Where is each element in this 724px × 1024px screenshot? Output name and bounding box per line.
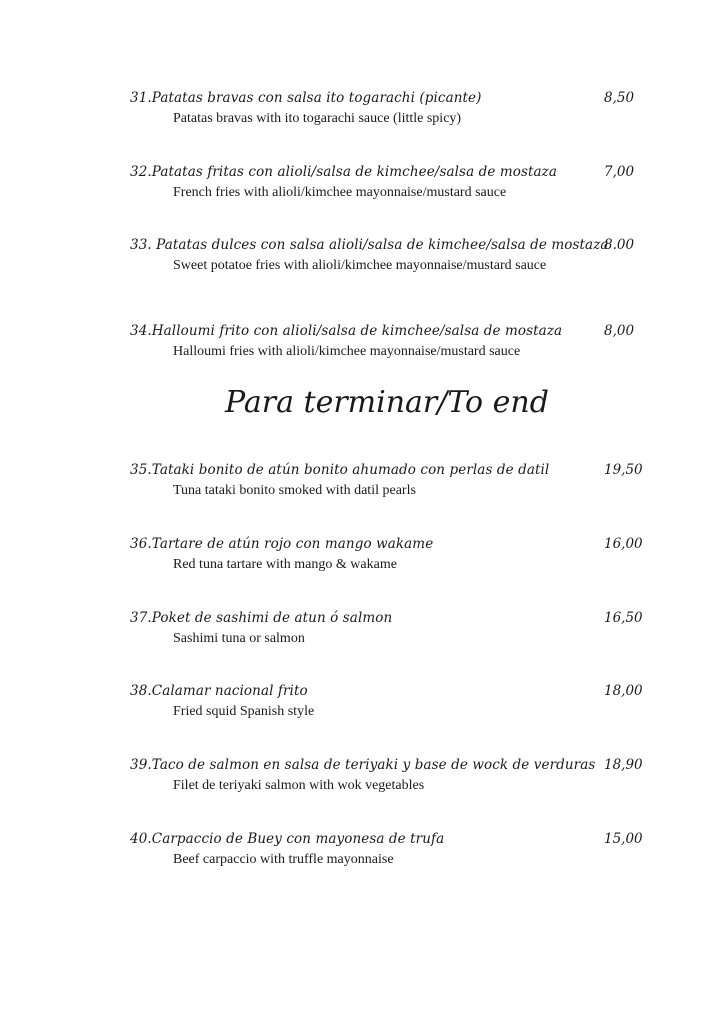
item-price: 18,90	[604, 757, 643, 773]
item-price: 16,00	[604, 536, 643, 552]
item-translation: Sashimi tuna or salmon	[173, 631, 305, 646]
item-name: 34.Halloumi frito con alioli/salsa de kimchee/salsa de mostaza	[130, 323, 563, 339]
menu-item	[130, 164, 650, 208]
menu-item	[130, 757, 650, 801]
item-price: 7,00	[604, 164, 635, 180]
item-translation: Fried squid Spanish style	[173, 704, 315, 719]
item-price: 8,00	[604, 323, 635, 339]
menu-item	[130, 323, 650, 367]
item-price: 8,50	[604, 90, 635, 106]
menu-item	[130, 237, 650, 281]
item-name: 35.Tataki bonito de atún bonito ahumado con perlas de datil	[130, 462, 550, 478]
menu-item	[130, 831, 650, 875]
item-translation: Patatas bravas with ito togarachi sauce (little spicy)	[173, 111, 462, 126]
item-name: 32.Patatas fritas con alioli/salsa de kimchee/salsa de mostaza	[130, 164, 558, 180]
menu-item	[130, 683, 650, 727]
item-price: 19,50	[604, 462, 643, 478]
item-name: 38.Calamar nacional frito	[130, 683, 308, 699]
menu-item	[130, 462, 650, 506]
item-translation: Beef carpaccio with truffle mayonnaise	[173, 852, 394, 867]
item-price: 16,50	[604, 610, 643, 626]
item-name: 37.Poket de sashimi de atun ó salmon	[130, 610, 393, 626]
item-name: 40.Carpaccio de Buey con mayonesa de trufa	[130, 831, 445, 847]
item-translation: Halloumi fries with alioli/kimchee mayonnaise/mustard sauce	[173, 344, 521, 359]
item-translation: French fries with alioli/kimchee mayonnaise/mustard sauce	[173, 185, 507, 200]
item-price: 8.00	[604, 237, 635, 253]
item-translation: Sweet potatoe fries with alioli/kimchee mayonnaise/mustard sauce	[173, 258, 547, 273]
section-title: Para terminar/To end	[225, 385, 549, 420]
item-name: 33. Patatas dulces con salsa alioli/salsa de kimchee/salsa de mostaza	[130, 237, 609, 253]
item-price: 15,00	[604, 831, 643, 847]
item-price: 18,00	[604, 683, 643, 699]
menu-item	[130, 536, 650, 580]
item-translation: Tuna tataki bonito smoked with datil pearls	[173, 483, 416, 498]
menu-item	[130, 90, 650, 134]
item-name: 36.Tartare de atún rojo con mango wakame	[130, 536, 434, 552]
item-translation: Filet de teriyaki salmon with wok vegetables	[173, 778, 425, 793]
item-name: 31.Patatas bravas con salsa ito togarachi (picante)	[130, 90, 482, 106]
item-name: 39.Taco de salmon en salsa de teriyaki y base de wock de verduras	[130, 757, 596, 773]
item-translation: Red tuna tartare with mango & wakame	[173, 557, 397, 572]
menu-item	[130, 610, 650, 654]
